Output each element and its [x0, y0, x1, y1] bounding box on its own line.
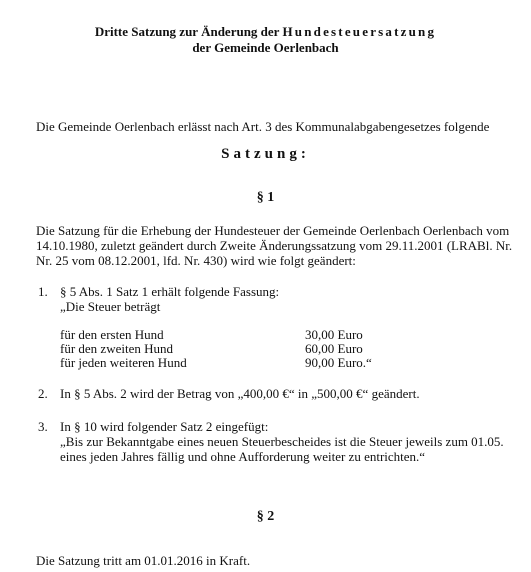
item-line: „Die Steuer beträgt [60, 299, 161, 314]
item-line: In § 5 Abs. 2 wird der Betrag von „400,00 €“ in „500,00 €“ geändert. [60, 386, 420, 401]
item-number: 2. [38, 386, 48, 401]
intro-text: Die Gemeinde Oerlenbach erlässt nach Art. 3 des Kommunalabgabengesetzes folgende [36, 119, 490, 134]
item-number: 3. [38, 419, 48, 434]
item-line: eines jeden Jahres fällig und ohne Aufforderung weiter zu entrichten.“ [60, 449, 426, 464]
rate-value: 60,00 Euro [305, 341, 363, 356]
document-subtitle: der Gemeinde Oerlenbach [192, 40, 339, 55]
item-number: 1. [38, 284, 48, 299]
rate-label: für jeden weiteren Hund [60, 355, 187, 370]
title-prefix: Dritte Satzung zur Änderung der [94, 24, 283, 39]
section1-line: Nr. 25 vom 08.12.2001, lfd. Nr. 430) wird wie folgt geändert: [36, 253, 356, 268]
section1-line: Die Satzung für die Erhebung der Hundesteuer der Gemeinde Oerlenbach Oerlenbach vom [36, 223, 510, 238]
item-line: In § 10 wird folgender Satz 2 eingefügt: [60, 419, 269, 434]
section2-heading: § 2 [256, 509, 275, 524]
title-spaced-word: Hundesteuersatzung [282, 24, 437, 39]
rate-value: 30,00 Euro [305, 327, 363, 342]
rate-label: für den zweiten Hund [60, 341, 173, 356]
satzung-heading: Satzung: [221, 146, 310, 162]
section1-line: 14.10.1980, zuletzt geändert durch Zweite Änderungssatzung vom 29.11.2001 (LRABl. Nr. [36, 238, 513, 253]
item-line: § 5 Abs. 1 Satz 1 erhält folgende Fassung: [60, 284, 280, 299]
document-title [0, 24, 531, 39]
section2-text: Die Satzung tritt am 01.01.2016 in Kraft. [36, 553, 251, 568]
rate-value: 90,00 Euro.“ [305, 355, 372, 370]
rate-label: für den ersten Hund [60, 327, 164, 342]
item-line: „Bis zur Bekanntgabe eines neuen Steuerbescheides ist die Steuer jeweils zum 01.05. [60, 434, 504, 449]
section1-heading: § 1 [256, 190, 275, 205]
